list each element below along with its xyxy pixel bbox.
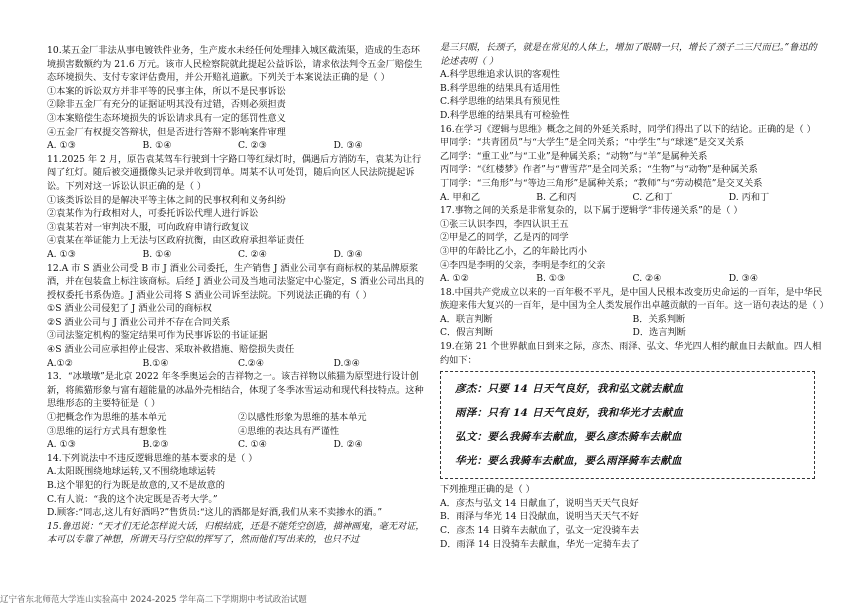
q12-options: [47, 357, 429, 371]
q13-stem: 13．“冰墩墩”是北京 2022 年冬季奥运会的吉祥物之一。该吉祥物以熊猫为原型进行设计创新，将熊猫形象与富有超能量的冰晶外壳相结合，体现了冬季冰雪运动和现代科技特点。这种思维形态的主要特征是（ ）: [47, 371, 424, 410]
q11-option-d: D. ③④: [333, 248, 363, 260]
q18-options: [440, 313, 825, 340]
q11-item-3: ③袁某若对一审判决不服，可向政府申请行政复议: [47, 221, 250, 233]
page-footer: 辽宁省东北师范大学连山实验高中 2024-2025 学年高二下学期期中考试政治试题: [0, 595, 307, 605]
q13-item-1: ①把概念作为思维的基本单元: [47, 412, 167, 424]
q12-option-c: C.②④: [238, 357, 265, 369]
q16-item-bing: 丙同学：“《红楼梦》作者”与“曹雪芹”是全同关系；“生物”与“动物”是种属关系: [440, 164, 758, 176]
q11-option-b: B. ①④: [142, 248, 172, 260]
q16-option-a: A. 甲和乙: [440, 191, 481, 203]
q16-options: [440, 191, 825, 205]
q19-dialog-yanjie: 彦杰：只要 14 日天气良好，我和弘文就去献血: [455, 383, 684, 396]
q13-statements: [47, 411, 429, 438]
q15-option-b: B.科学思维的结果具有适用性: [440, 82, 560, 94]
q15-stem-continued: 是三只眼，长颈子，就是在常见的人体上，增加了眼睛一只，增长了颈子二三尺而已。”鲁迅的论述表明（ ）: [440, 42, 817, 67]
q19-dialog-hongwen: 弘文：要么我骑车去献血，要么彦杰骑车去献血: [455, 431, 682, 444]
q13-item-4: ④思维的表达具有严谨性: [238, 425, 340, 437]
q10-item-1: ①本案的诉讼双方并非平等的民事主体，所以不是民事诉讼: [47, 85, 286, 97]
q15-option-d: D.科学思维的结果具有可检验性: [440, 109, 570, 121]
q12-option-b: B.①④: [142, 357, 169, 369]
q19-prompt: 下列推理正确的是（ ）: [440, 484, 535, 496]
q17-item-3: ③甲的年龄比乙小，乙的年龄比丙小: [440, 245, 587, 257]
q11-item-2: ②袁某作为行政相对人，可委托诉讼代理人进行诉讼: [47, 208, 259, 220]
q13-options: [47, 438, 429, 452]
q16-option-b: B. 乙和丙: [536, 191, 577, 203]
q16-item-yi: 乙同学：“重工业”与“工业”是种属关系；“动物”与“羊”是属种关系: [440, 150, 708, 162]
q18-stem: 18.中国共产党成立以来的一百年极不平凡，是中国人民根本改变历史命运的一百年，是中华民族迎来伟大复兴的一百年，是中国为全人类发展作出卓越贡献的一百年。这一语句表达的是（ ）: [440, 286, 829, 312]
q19-option-d: D．雨泽 14 日没骑车去献血，华光一定骑车去了: [440, 538, 640, 550]
q12-item-1: ①S 酒业公司侵犯了 J 酒业公司的商标权: [47, 303, 212, 315]
q17-options: [440, 272, 825, 286]
q10-option-d: D. ③④: [333, 140, 363, 152]
q18-option-a: A．联言判断: [440, 313, 493, 325]
q12-item-2: ②S 酒业公司与 J 酒业公司并不存在合同关系: [47, 316, 231, 328]
q19-dialog-yuze: 雨泽：只有 14 日天气良好，我和华光才去献血: [455, 407, 684, 420]
q17-stem: 17.事物之间的关系是非常复杂的，以下属于逻辑学“非传递关系”的是（ ）: [440, 205, 743, 217]
q16-stem: 16.在学习《逻辑与思维》概念之间的外延关系时，同学们得出了以下的结论。正确的是（ ）: [440, 123, 816, 135]
q18-option-d: D．选言判断: [632, 327, 686, 339]
q18-option-c: C．假言判断: [440, 327, 493, 339]
q17-item-1: ①张三认识李四，李四认识王五: [440, 218, 569, 230]
q10-options: [47, 139, 429, 153]
q18-option-b: B．关系判断: [632, 313, 686, 325]
q11-stem: 11.2025 年 2 月，原告袁某驾车行驶到十字路口等红绿灯时，偶遇后方消防车，袁某为让行闯了红灯。随后被交通摄像头记录并收到罚单。周某不认可处罚，随后向区人民法院提起诉讼。下列对这一诉讼认识正确的是（ ）: [47, 153, 422, 192]
right-column: [440, 41, 829, 551]
q19-stem: 19.在第 21 个世界献血日到来之际，彦杰、雨泽、弘文、华光四人相约献血日去献血。四人相约如下：: [440, 341, 822, 366]
q16-option-c: C. 乙和丁: [632, 191, 673, 203]
q17-option-a: A. ①②: [440, 273, 469, 285]
q10-item-4: ④五金厂有权提交答辩状，但是否进行答辩不影响案件审理: [47, 126, 286, 138]
q12-option-a: A.①②: [47, 357, 74, 369]
q19-dialog-huaguang: 华光：要么我骑车去献血，要么雨泽骑车去献血: [455, 455, 682, 468]
q13-option-b: B.②③: [142, 439, 169, 451]
q19-dialog-box: [440, 371, 815, 479]
q14-option-d: D.顾客:“同志,这儿有好酒吗?”售货员:“这儿的酒都是好酒,我们从来不卖掺水的酒。”: [47, 507, 383, 519]
q12-item-3: ③司法鉴定机构的鉴定结果可作为民事诉讼的书证证据: [47, 330, 268, 342]
q15-stem: 15.鲁迅说：“天才们无论怎样说大话，归根结底，还是不能凭空创造，描神画鬼，毫无对证，本可以专靠了神想，所谓天马行空似的挥写了，然而他们写出来的，也只不过: [47, 520, 425, 546]
q10-option-c: C. ②③: [238, 140, 268, 152]
q17-option-c: C. ②④: [632, 273, 662, 285]
q12-stem: 12.A 市 S 酒业公司受 B 市 J 酒业公司委托，生产销售 J 酒业公司享有商标权的某品牌原浆酒，并在包装盒上标注该商标。后经 J 酒业公司及当地司法鉴定中心鉴定，S 酒业公司出具的授权委托书系伪造。J 酒业公司将 S 酒业公司诉至法院。下列说法正确的有（ ）: [47, 262, 425, 301]
q19-option-a: A．彦杰与弘文 14 日献血了，说明当天天气良好: [440, 497, 639, 509]
q11-option-a: A. ①③: [47, 248, 76, 260]
q16-item-jia: 甲同学：“共青团员”与“大学生”是全同关系；“中学生”与“球迷”是交叉关系: [440, 137, 745, 149]
q13-option-c: C. ①④: [238, 439, 268, 451]
q16-item-ding: 丁同学：“三角形”与“等边三角形”是属种关系；“教师”与“劳动模范”是交叉关系: [440, 177, 763, 189]
q14-option-b: B.这个罪犯的行为既是故意的,又不是故意的: [47, 480, 225, 491]
q10-option-a: A. ①③: [47, 140, 76, 152]
q13-item-3: ③思维的运行方式具有想象性: [47, 425, 167, 437]
q16-option-d: D. 丙和丁: [728, 191, 770, 203]
q17-option-b: B. ①③: [536, 273, 566, 285]
q11-option-c: C. ②④: [238, 248, 268, 260]
q14-stem: 14.下列说法中不违反逻辑思维的基本要求的是（ ）: [47, 452, 258, 464]
q10-item-2: ②除非五金厂有充分的证据证明其没有过错，否则必须担责: [47, 99, 286, 111]
q10-option-b: B. ①④: [142, 140, 172, 152]
q10-item-3: ③本案赔偿生态环境损失的诉讼请求具有一定的惩罚性意义: [47, 112, 286, 124]
q11-options: [47, 248, 429, 262]
q14-option-c: C.有人说：“我的这个决定既是否考大学。”: [47, 493, 218, 505]
q13-option-a: A. ①③: [47, 439, 76, 451]
q13-option-d: D. ②④: [333, 439, 363, 451]
q19-option-c: C．彦杰 14 日骑车去献血了，弘文一定没骑车去: [440, 525, 640, 537]
q11-item-4: ④袁某在举证能力上无法与区政府抗衡，由区政府承担举证责任: [47, 235, 305, 247]
q12-item-4: ④S 酒业公司应承担停止侵害、采取补救措施、赔偿损失责任: [47, 344, 295, 356]
q13-item-2: ②以感性形象为思维的基本单元: [238, 412, 367, 424]
q15-option-c: C.科学思维的结果具有预见性: [440, 96, 560, 108]
q19-option-b: B．雨泽与华光 14 日没献血，说明当天天气不好: [440, 511, 639, 523]
q14-option-a: A.太阳既围绕地球运转,又不围绕地球运转: [47, 466, 216, 478]
q17-item-2: ②甲是乙的同学，乙是丙的同学: [440, 232, 569, 244]
q12-option-d: D.③④: [333, 357, 360, 369]
q15-option-a: A.科学思维追求认识的客观性: [440, 69, 560, 81]
q17-item-4: ④李四是李明的父亲，李明是李红的父亲: [440, 259, 606, 271]
q17-option-d: D. ③④: [728, 273, 759, 285]
left-column: [47, 44, 429, 547]
q11-item-1: ①该类诉讼目的是解决平等主体之间的民事权利和义务纠纷: [47, 194, 286, 206]
q10-stem: 10.某五金厂非法从事电镀铁件业务，生产废水未经任何处理排入城区截流渠，造成的生态环境损害数额约为 21.6 万元。该市人民检察院就此提起公益诉讼，请求依法判令五金厂赔偿生态环境损失、支付专家评估费用，并公开赔礼道歉。下列关于本案说法正确的是（ ）: [47, 45, 423, 84]
